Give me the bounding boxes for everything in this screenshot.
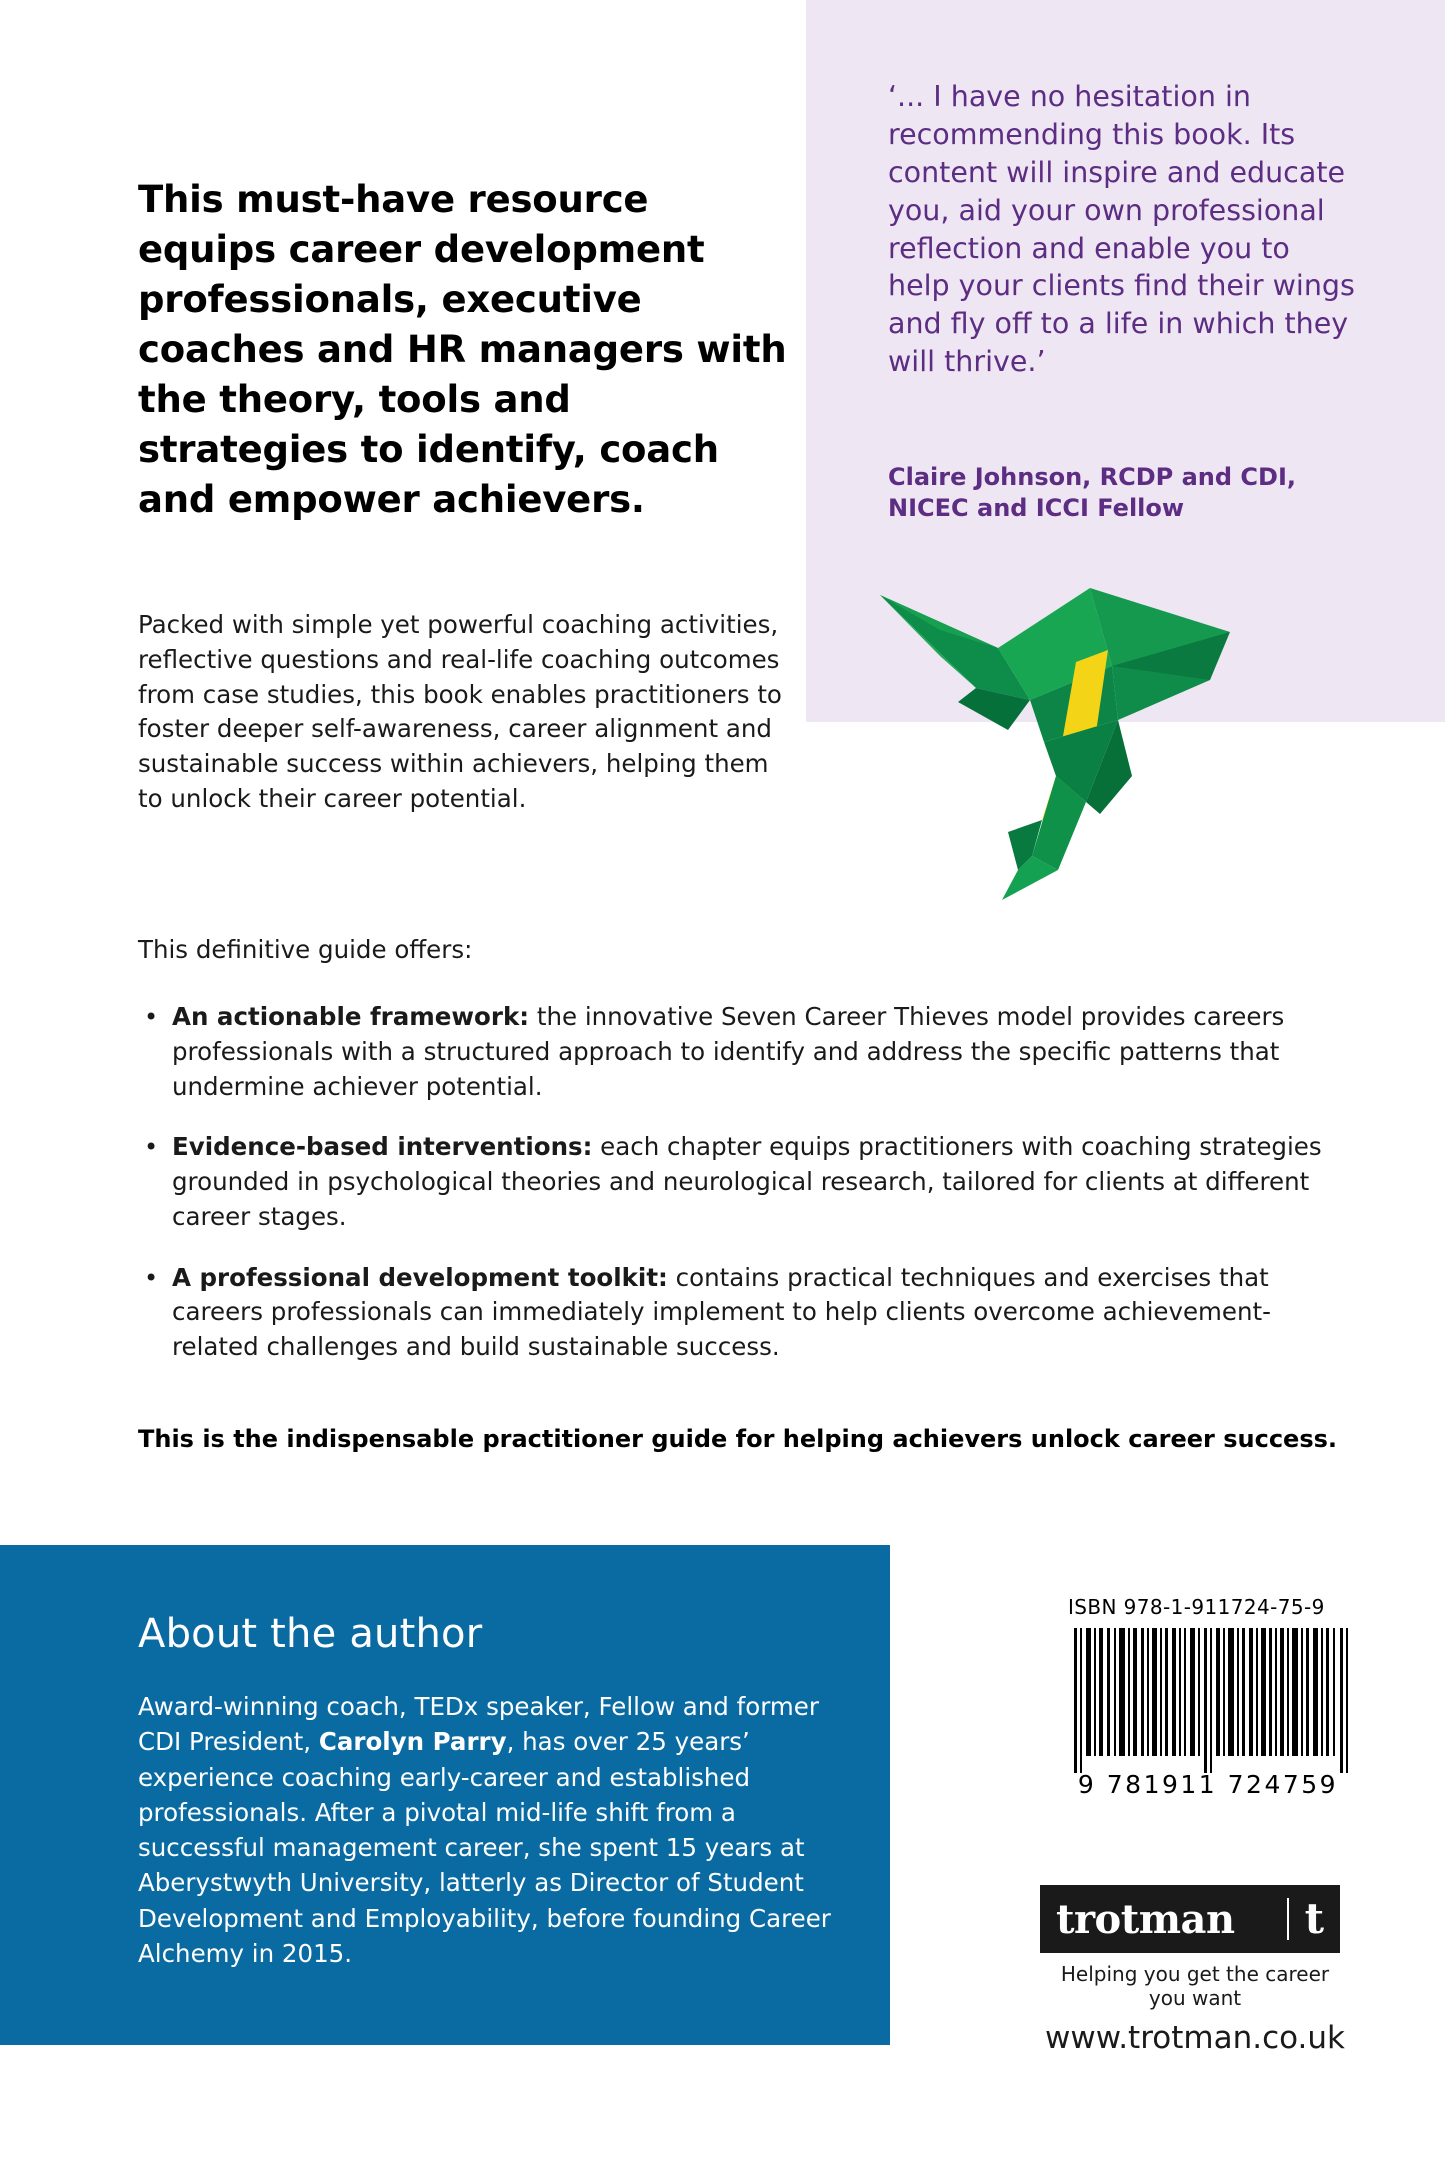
closing-statement: This is the indispensable practitioner guide for helping achievers unlock career success. <box>138 1425 1338 1453</box>
list-item-text: the innovative Seven Career Thieves model provides careers professionals with a structured approach to identify and address the specific patterns that undermine achiever potential. <box>172 1002 1285 1101</box>
list-item-text: each chapter equips practitioners with coaching strategies grounded in psychological theories and neurological research, tailored for clients at different career stages. <box>172 1132 1322 1231</box>
list-item <box>138 1000 1338 1104</box>
isbn-label: ISBN 978-1-911724-75-9 <box>1068 1595 1325 1619</box>
author-text-after: , has over 25 years’ experience coaching early-career and established professionals. After a pivotal mid-life shift from a successful management career, she spent 15 years at Aberystwyth University, latterly as Director of Student Development and Employability, before founding Career Alchemy in 2015. <box>138 1727 831 1968</box>
about-the-author-text <box>138 1689 838 1971</box>
publisher-mark-icon: t <box>1287 1898 1324 1940</box>
list-item-lead: Evidence-based interventions: <box>172 1132 593 1162</box>
list-item <box>138 1130 1338 1234</box>
barcode-digits: 9 781911 724759 <box>1077 1770 1339 1799</box>
endorsement-attribution: Claire Johnson, RCDP and CDI, NICEC and ICCI Fellow <box>888 463 1297 523</box>
author-text-before: Award-winning coach, TEDx speaker, Fellow and former CDI President, <box>138 1692 819 1757</box>
publisher-url[interactable]: www.trotman.co.uk <box>1044 2020 1346 2056</box>
about-the-author-panel <box>0 1545 890 2045</box>
barcode <box>1068 1628 1358 1773</box>
feature-list <box>138 1000 1338 1391</box>
publisher-name: trotman <box>1056 1895 1235 1943</box>
list-item-text: contains practical techniques and exercises that careers professionals can immediately implement to help clients overcome achievement-related challenges and build sustainable success. <box>172 1262 1271 1362</box>
endorsement-quote: ‘... I have no hesitation in recommending this book. Its content will inspire and educate you, aid your own professional reflection and enable you to help your clients find their wings and fly off to a life in which they will thrive.’ <box>888 80 1355 379</box>
page-headline: This must-have resource equips career development professionals, executive coaches and HR managers with the theory, tools and strategies to identify, coach and empower achievers. <box>138 178 787 521</box>
origami-bird-icon <box>880 570 1230 900</box>
publisher-logo <box>1040 1885 1340 1953</box>
offers-intro: This definitive guide offers: <box>138 935 473 964</box>
list-item-lead: A professional development toolkit: <box>172 1262 668 1292</box>
book-blurb: Packed with simple yet powerful coaching activities, reflective questions and real-life coaching outcomes from case studies, this book enables practitioners to foster deeper self-awareness, career alignment and sustainable success within achievers, helping them to unlock their career potential. <box>138 610 782 813</box>
author-name: Carolyn Parry <box>318 1727 507 1757</box>
about-the-author-heading: About the author <box>138 1611 483 1657</box>
list-item-lead: An actionable framework: <box>172 1002 530 1031</box>
list-item <box>138 1261 1338 1365</box>
publisher-tagline: Helping you get the career you want <box>1060 1962 1330 2010</box>
